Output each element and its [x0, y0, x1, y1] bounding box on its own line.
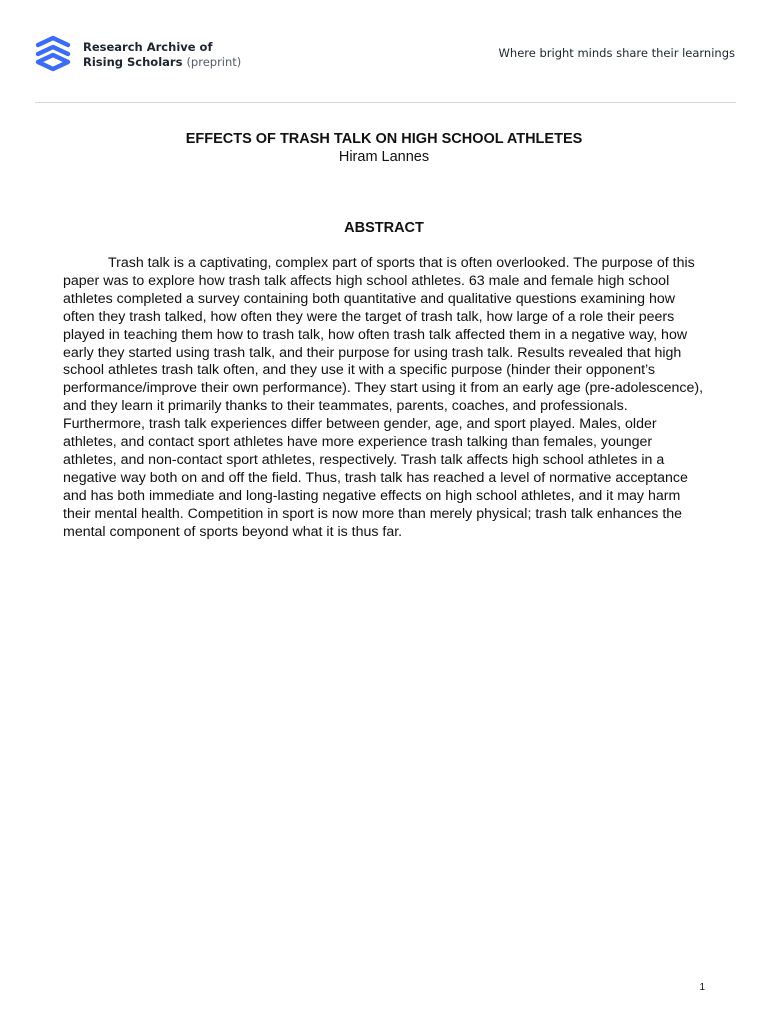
abstract-heading: ABSTRACT: [344, 220, 424, 236]
brand-preprint-label: (preprint): [186, 55, 242, 69]
brand-line-2: [83, 55, 241, 70]
abstract-text: Trash talk is a captivating, complex part of sports that is often overlooked. The purpose of this paper was to explore how trash talk affects high school athletes. 63 male and female high school athletes completed a survey containing both quantitative and qualitative questions examining how often they trash talked, how often they were the target of trash talk, how large of a role their peers played in teaching them how to trash talk, how often trash talk affected them in a negative way, how early they started using trash talk, and their purpose for using trash talk. Results revealed that high school athletes trash talk often, and they use it with a specific purpose (hinder their opponent’s performance/improve their own performance). They start using it from an early age (pre-adolescence), and they learn it primarily thanks to their teammates, parents, coaches, and professionals. Furthermore, trash talk experiences differ between gender, age, and sport played. Males, older athletes, and contact sport athletes have more experience trash talking than females, younger athletes, and non-contact sport athletes, respectively. Trash talk affects high school athletes in a negative way both on and off the field. Thus, trash talk has reached a level of normative acceptance and has both immediate and long-lasting negative effects on high school athletes, and it may harm their mental health. Competition in sport is now more than merely physical; trash talk enhances the mental component of sports beyond what it is thus far.: [63, 255, 704, 540]
brand-name: [83, 40, 241, 70]
paper-title: EFFECTS OF TRASH TALK ON HIGH SCHOOL ATHLETES: [185, 131, 583, 147]
page-number: 1: [699, 982, 705, 993]
brand-line-1: Research Archive of: [83, 40, 213, 54]
page-header: [0, 0, 768, 104]
paper-author: Hiram Lannes: [338, 149, 430, 165]
brand-rising-scholars: Rising Scholars: [83, 55, 183, 69]
tagline: Where bright minds share their learnings: [498, 46, 735, 60]
header-divider: [35, 102, 736, 103]
layered-chevron-logo-icon: [34, 35, 72, 73]
